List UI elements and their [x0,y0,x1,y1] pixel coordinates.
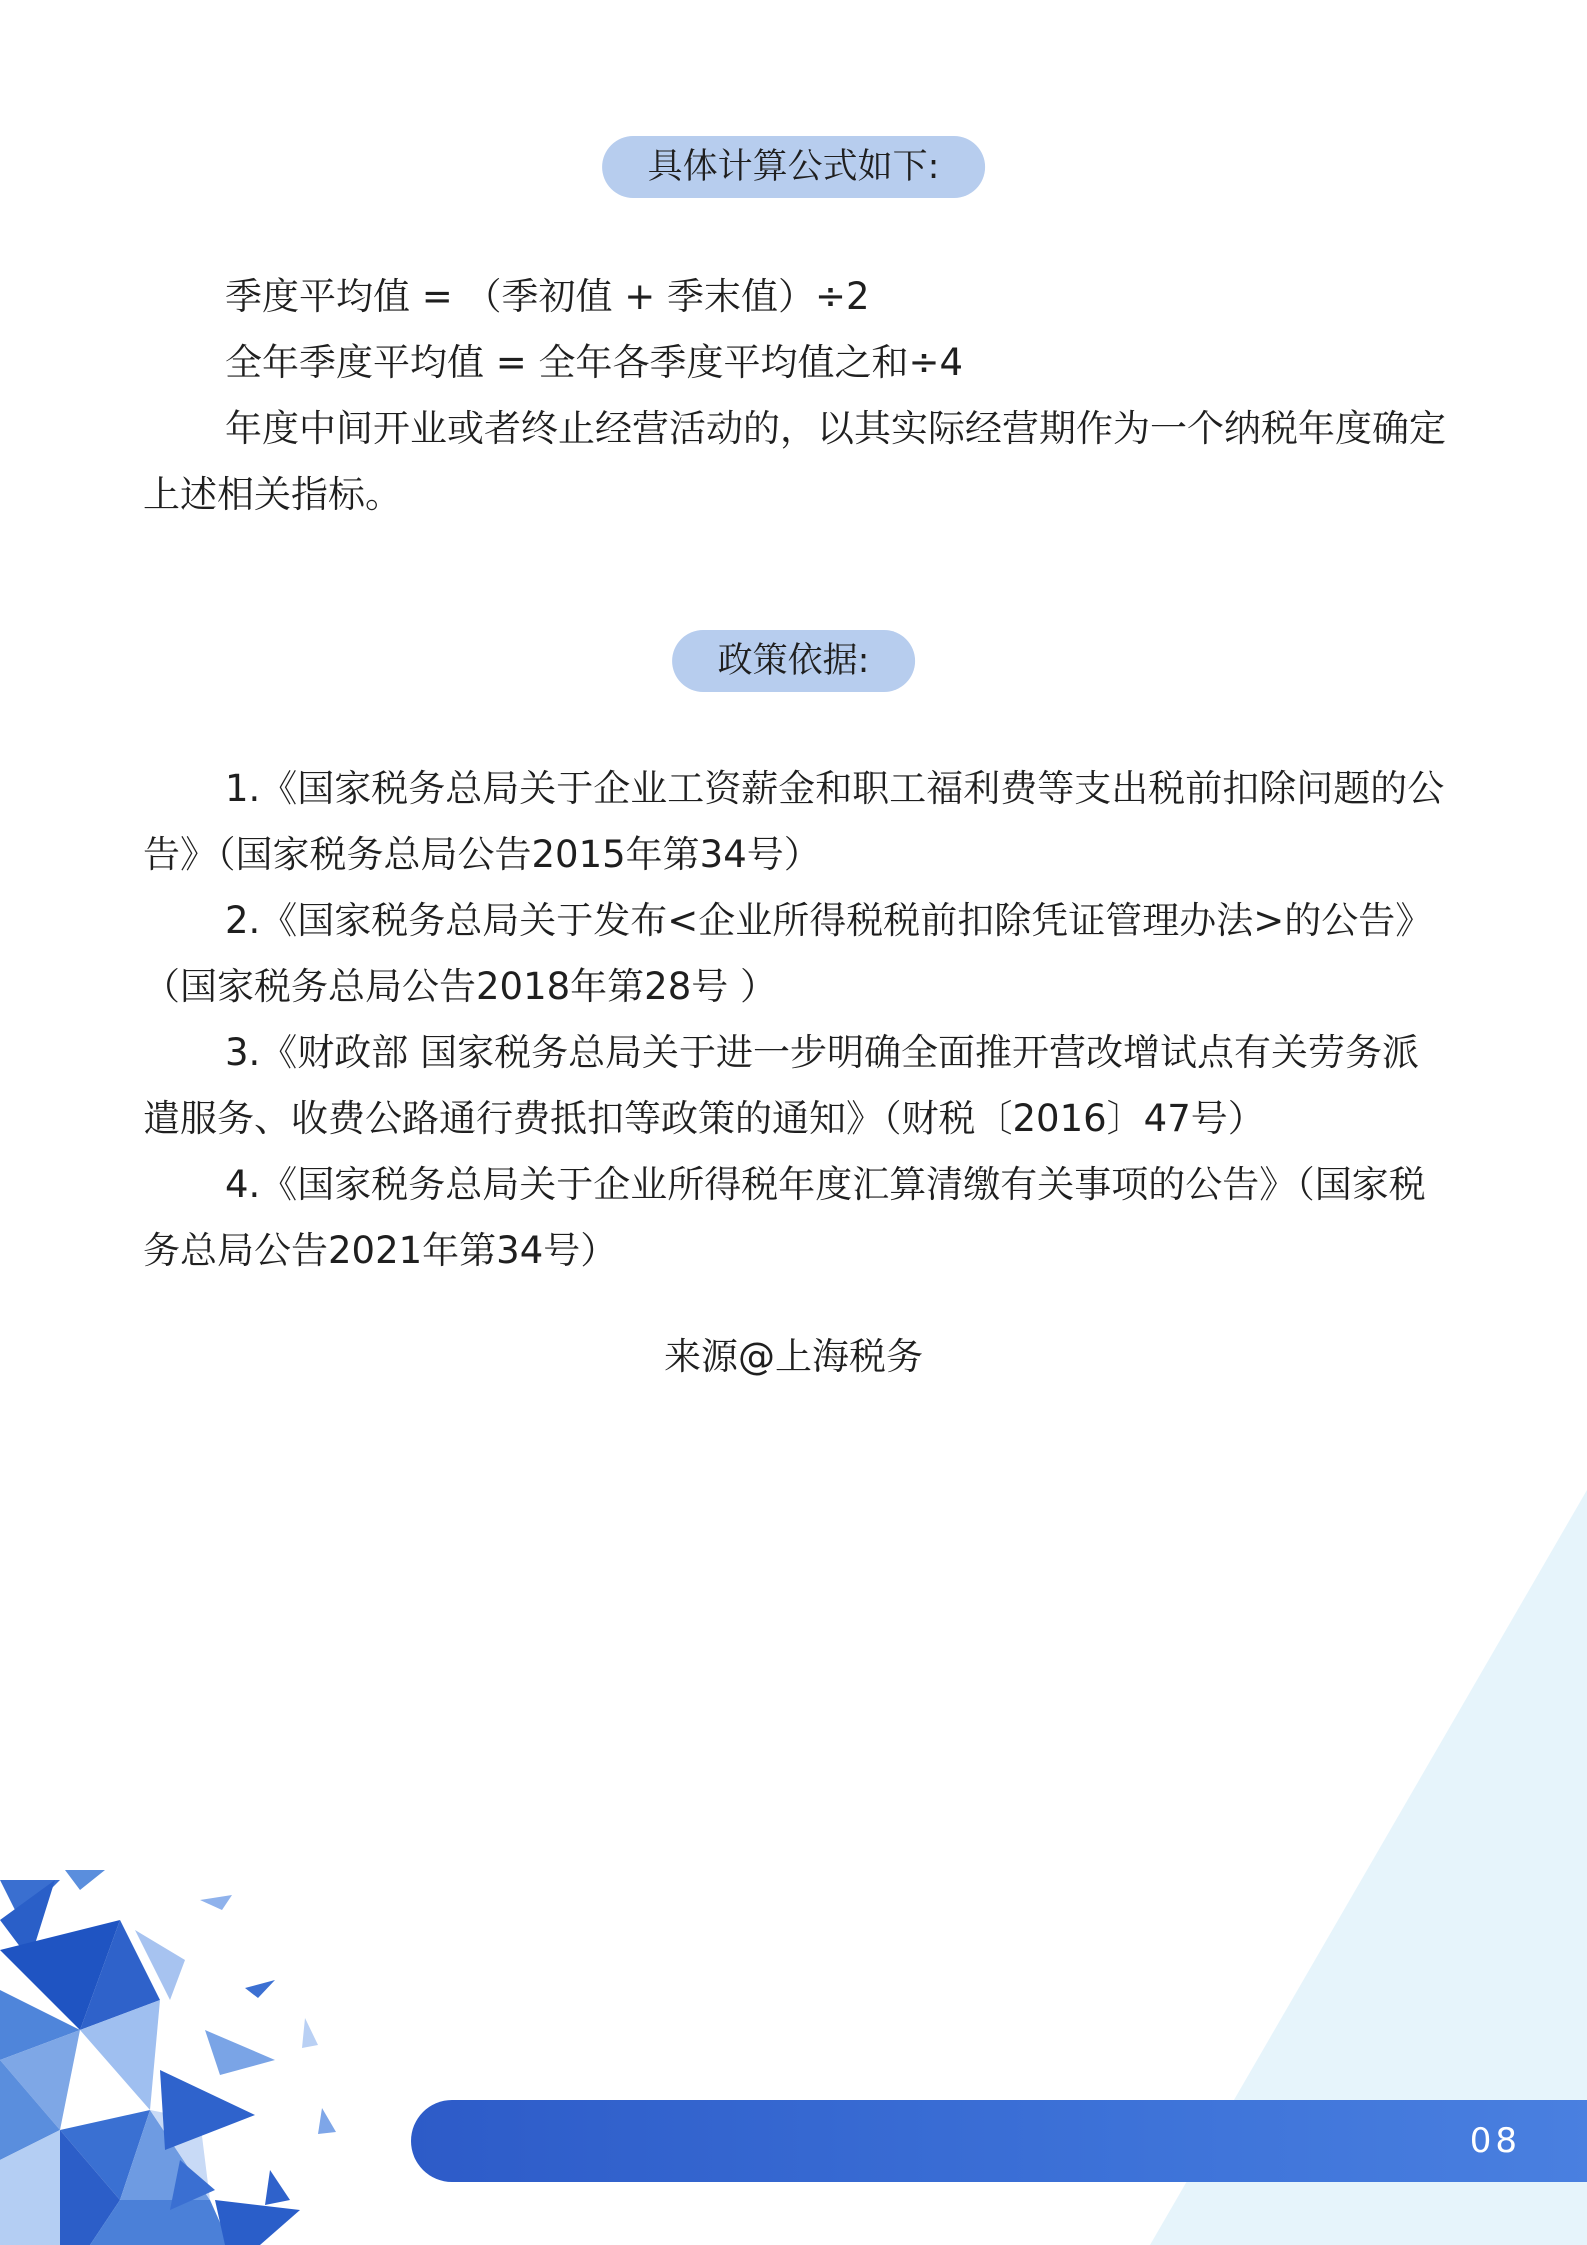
formula-heading: 具体计算公式如下: [602,136,986,198]
policy-list [143,756,1453,1284]
policy-item: 3.《财政部 国家税务总局关于进一步明确全面推开营改增试点有关劳务派遣服务、收费公路通行费抵扣等政策的通知》（财税〔2016〕47号） [143,1031,1420,1140]
policy-item: 4.《国家税务总局关于企业所得税年度汇算清缴有关事项的公告》（国家税务总局公告2021年第34号） [143,1163,1426,1272]
formula-line-quarter-average: 季度平均值 = （季初值 + 季末值）÷2 [225,275,870,318]
formula-section [143,264,1453,528]
footer-bar [411,2100,1587,2182]
policy-heading: 政策依据: [672,630,916,692]
formula-line-mid-year-note: 年度中间开业或者终止经营活动的，以其实际经营期作为一个纳税年度确定上述相关指标。 [143,407,1446,516]
policy-item: 2.《国家税务总局关于发布<企业所得税税前扣除凭证管理办法>的公告》（国家税务总局公告2018年第28号 ） [143,899,1433,1008]
policy-item: 1.《国家税务总局关于企业工资薪金和职工福利费等支出税前扣除问题的公告》（国家税务总局公告2015年第34号） [143,767,1445,876]
page-number: 08 [1469,2121,1521,2161]
formula-line-annual-average: 全年季度平均值 = 全年各季度平均值之和÷4 [225,341,964,384]
source-attribution: 来源@上海税务 [664,1335,923,1378]
polygon-cluster-decoration [0,1870,336,2245]
